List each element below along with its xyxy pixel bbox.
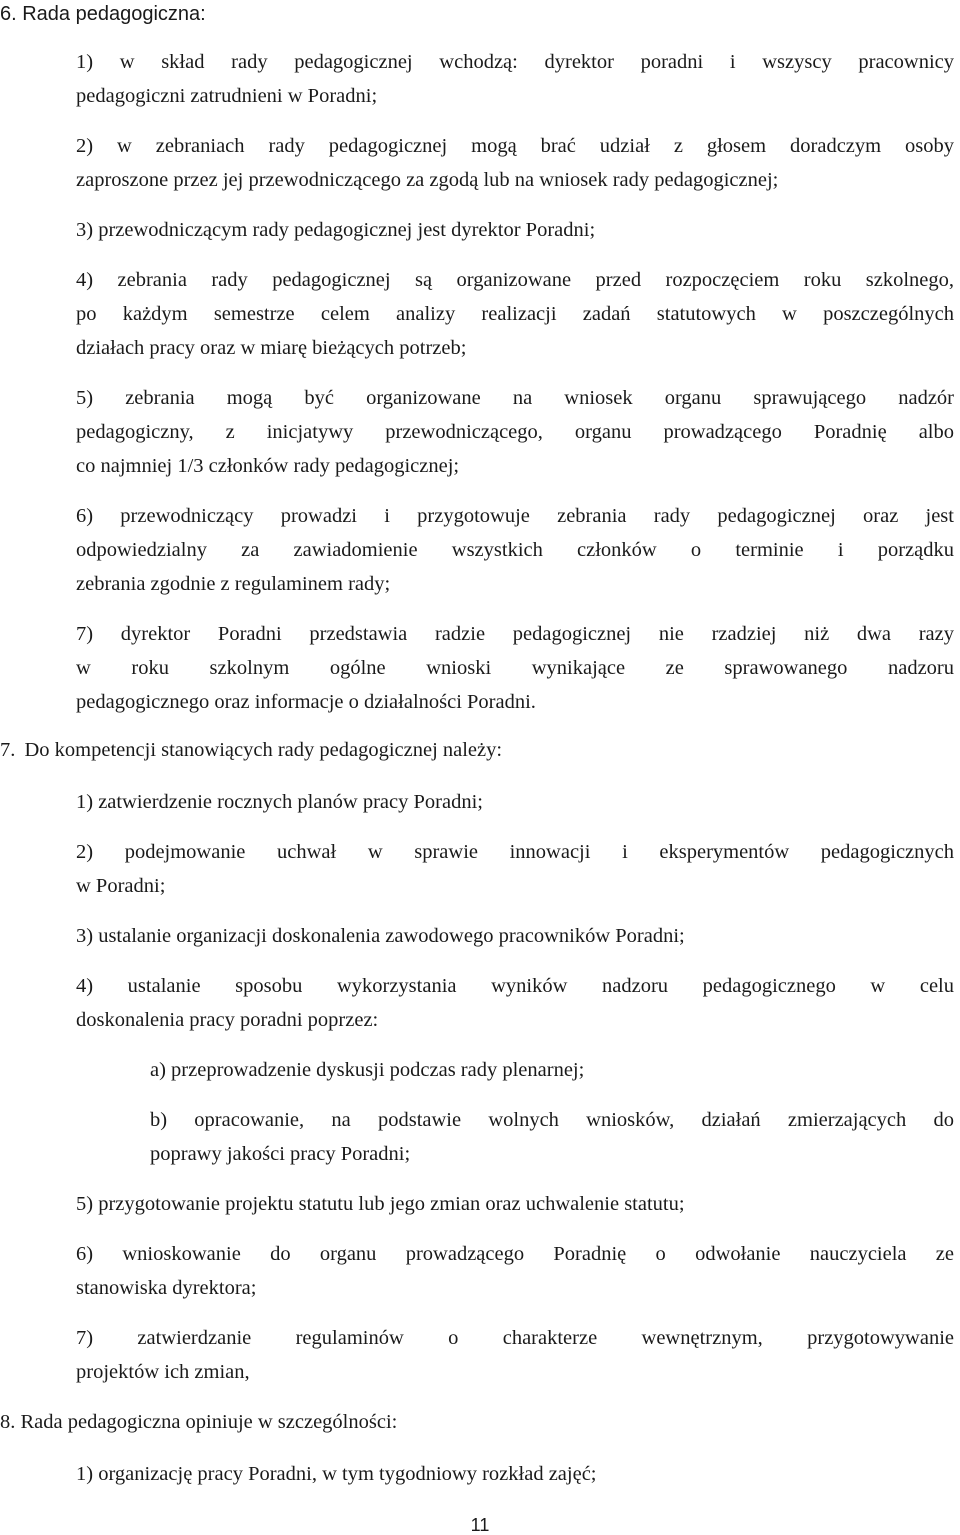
s6-item-6-line-1: 6) przewodniczący prowadzi i przygotowuje zebrania rady pedagogicznej oraz jest	[76, 505, 954, 527]
s7-item-6-line-1: 6) wnioskowanie do organu prowadzącego Poradnię o odwołanie nauczyciela ze	[76, 1243, 954, 1265]
s6-item-2-line-1: 2) w zebraniach rady pedagogicznej mogą brać udział z głosem doradczym osoby	[76, 135, 954, 157]
s6-item-7-line-1: 7) dyrektor Poradni przedstawia radzie pedagogicznej nie rzadziej niż dwa razy	[76, 623, 954, 645]
s6-item-7-line-2: w roku szkolnym ogólne wnioski wynikające ze sprawowanego nadzoru	[76, 657, 954, 679]
s6-item-1-line-1: 1) w skład rady pedagogicznej wchodzą: dyrektor poradni i wszyscy pracownicy	[76, 51, 954, 73]
s7-item-5-line-1: 5) przygotowanie projektu statutu lub jego zmian oraz uchwalenie statutu;	[76, 1193, 685, 1215]
s7-item-4a-line-1: a) przeprowadzenie dyskusji podczas rady plenarnej;	[150, 1059, 585, 1081]
s6-item-7-line-3: pedagogicznego oraz informacje o działalności Poradni.	[76, 691, 536, 713]
section-7-heading	[0, 740, 502, 761]
s7-item-7-line-2: projektów ich zmian,	[76, 1361, 250, 1383]
s7-item-7-line-1: 7) zatwierdzanie regulaminów o charakterze wewnętrznym, przygotowywanie	[76, 1327, 954, 1349]
s7-item-4b-line-1: b) opracowanie, na podstawie wolnych wniosków, działań zmierzających do	[150, 1109, 954, 1131]
s6-item-4-line-3: działach pracy oraz w miarę bieżących potrzeb;	[76, 337, 467, 359]
s7-item-4-line-1: 4) ustalanie sposobu wykorzystania wyników nadzoru pedagogicznego w celu	[76, 975, 954, 997]
s7-item-2-line-1: 2) podejmowanie uchwał w sprawie innowacji i eksperymentów pedagogicznych	[76, 841, 954, 863]
s6-item-6-line-3: zebrania zgodnie z regulaminem rady;	[76, 573, 391, 595]
s6-item-4-line-1: 4) zebrania rady pedagogicznej są organizowane przed rozpoczęciem roku szkolnego,	[76, 269, 954, 291]
s7-item-1-line-1: 1) zatwierdzenie rocznych planów pracy Poradni;	[76, 791, 483, 813]
s6-item-5-line-1: 5) zebrania mogą być organizowane na wniosek organu sprawującego nadzór	[76, 387, 954, 409]
s7-item-4-line-2: doskonalenia pracy poradni poprzez:	[76, 1009, 379, 1031]
s6-item-2-line-2: zaproszone przez jej przewodniczącego za zgodą lub na wniosek rady pedagogicznej;	[76, 169, 779, 191]
s6-item-6-line-2: odpowiedzialny za zawiadomienie wszystkich członków o terminie i porządku	[76, 539, 954, 561]
s6-item-5-line-2: pedagogiczny, z inicjatywy przewodniczącego, organu prowadzącego Poradnię albo	[76, 421, 954, 443]
section-7-number: 7.	[0, 739, 16, 761]
s7-item-2-line-2: w Poradni;	[76, 875, 166, 897]
s6-item-1-line-2: pedagogiczni zatrudnieni w Poradni;	[76, 85, 378, 107]
section-6-heading: 6. Rada pedagogiczna:	[0, 3, 206, 25]
s8-item-1-line-1: 1) organizację pracy Poradni, w tym tygodniowy rozkład zajęć;	[76, 1463, 597, 1485]
page-number: 11	[470, 1515, 490, 1535]
s6-item-4-line-2: po każdym semestrze celem analizy realizacji zadań statutowych w poszczególnych	[76, 303, 954, 325]
s6-item-5-line-3: co najmniej 1/3 członków rady pedagogicznej;	[76, 455, 460, 477]
section-8-heading: 8. Rada pedagogiczna opiniuje w szczególności:	[0, 1411, 398, 1433]
section-7-title: Do kompetencji stanowiących rady pedagogicznej należy:	[24, 739, 503, 761]
s7-item-4b-line-2: poprawy jakości pracy Poradni;	[150, 1143, 411, 1165]
s7-item-6-line-2: stanowiska dyrektora;	[76, 1277, 257, 1299]
s7-item-3-line-1: 3) ustalanie organizacji doskonalenia zawodowego pracowników Poradni;	[76, 925, 685, 947]
s6-item-3-line-1: 3) przewodniczącym rady pedagogicznej jest dyrektor Poradni;	[76, 219, 596, 241]
